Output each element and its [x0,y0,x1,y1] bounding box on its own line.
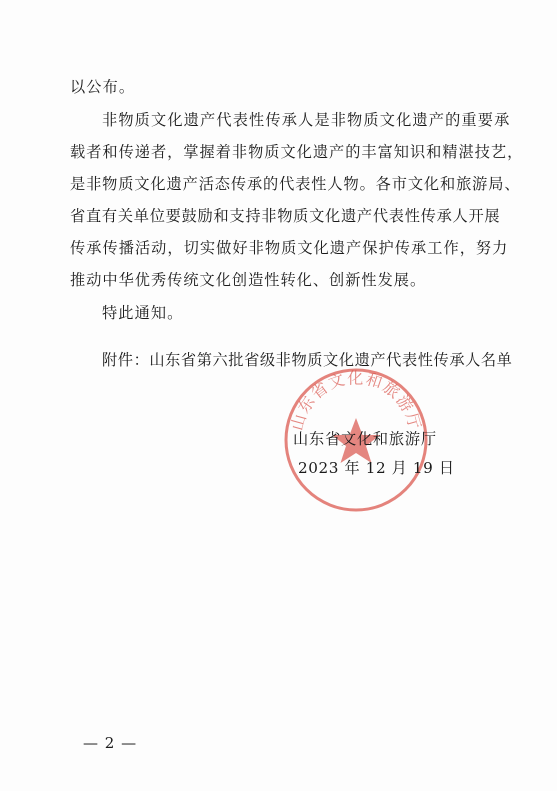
seal-text: 山东省文化和旅游厅 [287,368,425,433]
signature-date: 2023 年 12 月 19 日 [298,459,455,477]
text-line-7: 推动中华优秀传统文化创造性转化、创新性发展。 [70,271,427,289]
notice-closing: 特此通知。 [102,304,184,322]
text-line-5: 省直有关单位要鼓励和支持非物质文化遗产代表性传承人开展 [70,207,501,225]
signature-organization: 山东省文化和旅游厅 [293,430,437,448]
text-line-4: 是非物质文化遗产活态传承的代表性人物。各市文化和旅游局、 [70,175,521,193]
text-line-3: 载者和传递者，掌握着非物质文化遗产的丰富知识和精湛技艺， [70,143,524,161]
text-line-6: 传承传播活动，切实做好非物质文化遗产保护传承工作，努力 [70,239,509,257]
page-number: — 2 — [83,734,138,752]
attachment-line: 附件：山东省第六批省级非物质文化遗产代表性传承人名单 [102,351,513,369]
text-line-1: 以公布。 [70,78,136,96]
text-line-2: 非物质文化遗产代表性传承人是非物质文化遗产的重要承 [102,111,511,129]
